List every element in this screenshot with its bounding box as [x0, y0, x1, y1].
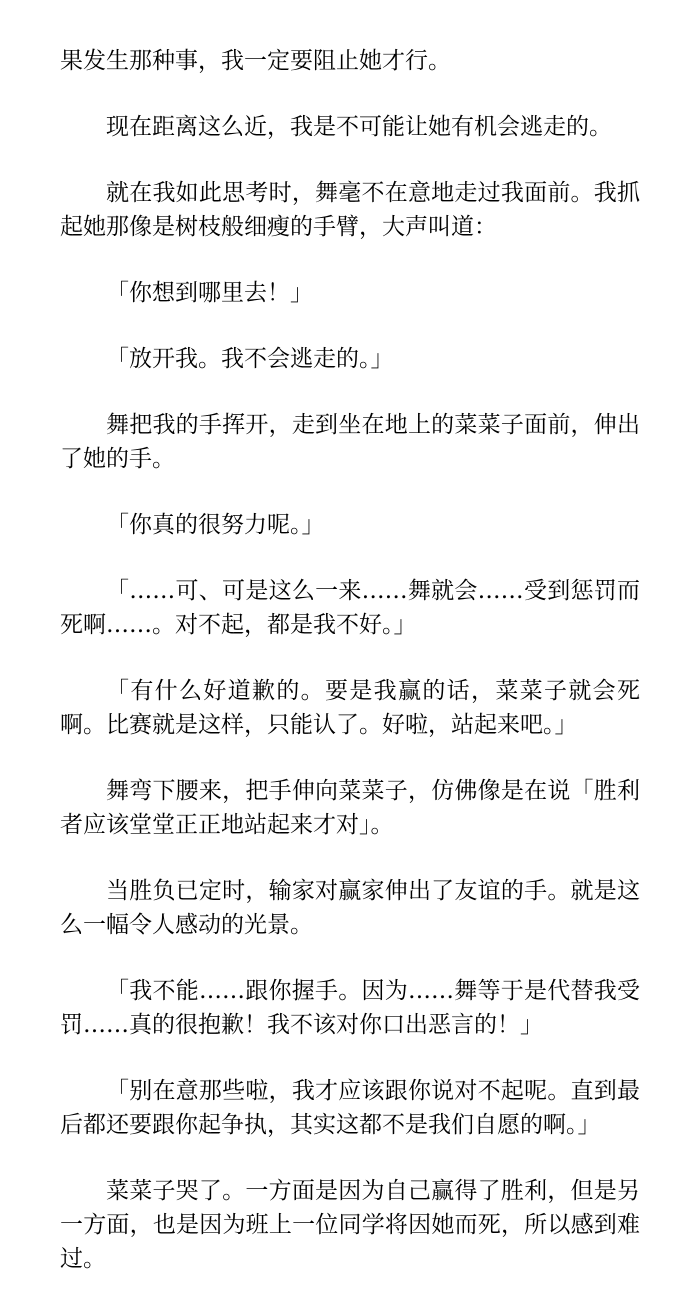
- paragraph: 果发生那种事，我一定要阻止她才行。: [60, 48, 451, 74]
- dialogue-paragraph: 「……可、可是这么一来……舞就会……受到惩罚而死啊……。对不起，都是我不好。」: [60, 578, 640, 638]
- dialogue-paragraph: 「我不能……跟你握手。因为……舞等于是代替我受罚……真的很抱歉！我不该对你口出恶言的！」: [60, 978, 640, 1038]
- dialogue-paragraph: 「别在意那些啦，我才应该跟你说对不起呢。直到最后都还要跟你起争执，其实这都不是我们自愿的啊。」: [60, 1078, 640, 1138]
- document-page: [60, 44, 640, 1308]
- paragraph: 现在距离这么近，我是不可能让她有机会逃走的。: [106, 114, 612, 140]
- paragraph: 就在我如此思考时，舞毫不在意地走过我面前。我抓起她那像是树枝般细瘦的手臂，大声叫道：: [60, 180, 640, 240]
- dialogue-paragraph: 「放开我。我不会逃走的。」: [106, 346, 394, 372]
- dialogue-paragraph: 「你真的很努力呢。」: [106, 512, 325, 538]
- paragraph: 菜菜子哭了。一方面是因为自己赢得了胜利，但是另一方面，也是因为班上一位同学将因她而死，所以感到难过。: [60, 1178, 640, 1272]
- dialogue-paragraph: 「你想到哪里去！」: [106, 280, 313, 306]
- dialogue-paragraph: 「有什么好道歉的。要是我赢的话，菜菜子就会死啊。比赛就是这样，只能认了。好啦，站起来吧。」: [60, 678, 640, 738]
- paragraph: 当胜负已定时，输家对赢家伸出了友谊的手。就是这么一幅令人感动的光景。: [60, 878, 640, 938]
- paragraph: 舞弯下腰来，把手伸向菜菜子，仿佛像是在说「胜利者应该堂堂正正地站起来才对」。: [60, 778, 640, 838]
- paragraph: 舞把我的手挥开，走到坐在地上的菜菜子面前，伸出了她的手。: [60, 412, 640, 472]
